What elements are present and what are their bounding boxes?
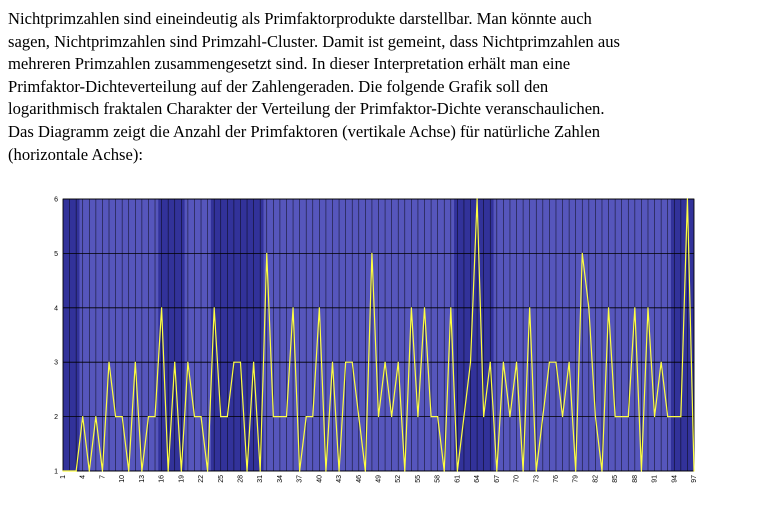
- x-tick-label: 76: [552, 475, 560, 483]
- data-point: [306, 416, 307, 417]
- data-point: [503, 362, 504, 363]
- x-tick-label: 16: [158, 475, 166, 483]
- data-point: [555, 362, 556, 363]
- y-tick-label: 1: [54, 468, 58, 476]
- data-point: [424, 307, 425, 308]
- data-point: [549, 362, 550, 363]
- x-tick-label: 22: [198, 475, 206, 483]
- data-point: [312, 416, 313, 417]
- data-point: [128, 470, 129, 471]
- data-point: [687, 198, 688, 199]
- data-point: [595, 416, 596, 417]
- data-point: [628, 416, 629, 417]
- data-point: [437, 416, 438, 417]
- data-point: [608, 307, 609, 308]
- x-tick-label: 34: [276, 475, 284, 483]
- x-tick-label: 79: [572, 475, 580, 483]
- data-point: [187, 362, 188, 363]
- data-point: [621, 416, 622, 417]
- data-point: [89, 470, 90, 471]
- data-point: [69, 470, 70, 471]
- paragraph-line: logarithmisch fraktalen Charakter der Verteilung der Primfaktor-Dichte veranschaulichen.: [8, 99, 605, 119]
- x-tick-label: 67: [493, 475, 501, 483]
- x-tick-label: 88: [631, 475, 639, 483]
- data-point: [227, 416, 228, 417]
- paragraph-line: sagen, Nichtprimzahlen sind Primzahl-Cluster. Damit ist gemeint, dass Nichtprimzahlen aus: [8, 31, 620, 51]
- data-point: [496, 470, 497, 471]
- data-point: [647, 307, 648, 308]
- x-tick-label: 70: [513, 475, 521, 483]
- paragraph-line: Primfaktor-Dichteverteilung auf der Zahlengeraden. Die folgende Grafik soll den: [8, 76, 549, 96]
- data-point: [115, 416, 116, 417]
- x-tick-label: 64: [474, 475, 482, 483]
- data-point: [266, 253, 267, 254]
- data-point: [220, 416, 221, 417]
- data-point: [214, 307, 215, 308]
- data-point: [319, 307, 320, 308]
- x-tick-label: 40: [316, 475, 324, 483]
- data-point: [667, 416, 668, 417]
- data-point: [384, 362, 385, 363]
- x-tick-label: 58: [434, 475, 442, 483]
- data-point: [292, 307, 293, 308]
- y-tick-label: 2: [54, 414, 58, 422]
- data-point: [207, 470, 208, 471]
- data-point: [338, 470, 339, 471]
- data-point: [332, 362, 333, 363]
- data-point: [634, 307, 635, 308]
- data-point: [509, 416, 510, 417]
- data-point: [562, 416, 563, 417]
- data-point: [161, 307, 162, 308]
- plot-band: [454, 199, 493, 471]
- data-point: [588, 307, 589, 308]
- data-point: [483, 416, 484, 417]
- plot-band: [63, 199, 79, 471]
- data-point: [299, 470, 300, 471]
- y-tick-label: 4: [54, 305, 58, 313]
- data-point: [444, 470, 445, 471]
- data-point: [253, 362, 254, 363]
- data-point: [450, 307, 451, 308]
- x-tick-label: 52: [395, 475, 403, 483]
- x-tick-label: 1: [60, 475, 67, 479]
- data-point: [345, 362, 346, 363]
- data-point: [76, 470, 77, 471]
- x-tick-label: 91: [651, 475, 659, 483]
- x-tick-label: 85: [612, 475, 620, 483]
- plot-band: [211, 199, 264, 471]
- data-point: [411, 307, 412, 308]
- x-tick-label: 10: [119, 475, 127, 483]
- data-point: [279, 416, 280, 417]
- data-point: [233, 362, 234, 363]
- x-tick-label: 61: [454, 475, 462, 483]
- data-point: [148, 416, 149, 417]
- data-point: [457, 470, 458, 471]
- data-point: [693, 470, 694, 471]
- data-point: [102, 470, 103, 471]
- data-point: [240, 362, 241, 363]
- data-point: [516, 362, 517, 363]
- x-tick-label: 82: [592, 475, 600, 483]
- data-point: [135, 362, 136, 363]
- y-tick-label: 6: [54, 196, 58, 204]
- data-point: [404, 470, 405, 471]
- paragraph-line: Nichtprimzahlen sind eineindeutig als Primfaktorprodukte darstellbar. Man könnte auch: [8, 9, 592, 28]
- paragraph-line: mehreren Primzahlen zusammengesetzt sind. In dieser Interpretation erhält man eine: [8, 54, 571, 74]
- data-point: [122, 416, 123, 417]
- x-tick-label: 25: [217, 475, 225, 483]
- paragraph-line: Das Diagramm zeigt die Anzahl der Primfaktoren (vertikale Achse) für natürliche Zahlen: [8, 121, 601, 141]
- y-tick-label: 5: [54, 250, 58, 258]
- x-tick-label: 28: [237, 475, 245, 483]
- data-point: [273, 416, 274, 417]
- data-point: [246, 470, 247, 471]
- data-point: [365, 470, 366, 471]
- data-point: [200, 416, 201, 417]
- data-point: [141, 470, 142, 471]
- paragraph-line: (horizontale Achse):: [8, 144, 144, 164]
- data-point: [641, 470, 642, 471]
- data-point: [569, 362, 570, 363]
- x-tick-label: 49: [375, 475, 383, 483]
- x-tick-label: 94: [671, 475, 679, 483]
- x-tick-label: 46: [355, 475, 363, 483]
- data-point: [430, 416, 431, 417]
- data-point: [523, 470, 524, 471]
- data-point: [417, 416, 418, 417]
- data-point: [674, 416, 675, 417]
- data-point: [371, 253, 372, 254]
- x-tick-label: 43: [336, 475, 344, 483]
- data-point: [398, 362, 399, 363]
- data-point: [108, 362, 109, 363]
- x-tick-label: 31: [257, 475, 265, 483]
- data-point: [181, 470, 182, 471]
- data-point: [194, 416, 195, 417]
- data-point: [542, 416, 543, 417]
- data-point: [174, 362, 175, 363]
- x-tick-label: 37: [296, 475, 304, 483]
- x-tick-label: 97: [691, 475, 698, 483]
- data-point: [529, 307, 530, 308]
- data-point: [490, 362, 491, 363]
- data-point: [680, 416, 681, 417]
- x-tick-label: 7: [99, 475, 107, 479]
- data-point: [391, 416, 392, 417]
- data-point: [615, 416, 616, 417]
- data-point: [325, 470, 326, 471]
- data-point: [82, 416, 83, 417]
- data-point: [654, 416, 655, 417]
- data-point: [358, 416, 359, 417]
- data-point: [62, 470, 63, 471]
- data-point: [378, 416, 379, 417]
- data-point: [601, 470, 602, 471]
- data-point: [260, 470, 261, 471]
- data-point: [582, 253, 583, 254]
- data-point: [463, 416, 464, 417]
- x-tick-label: 19: [178, 475, 186, 483]
- x-tick-label: 55: [414, 475, 422, 483]
- x-tick-label: 13: [138, 475, 146, 483]
- data-point: [575, 470, 576, 471]
- data-point: [352, 362, 353, 363]
- data-point: [536, 470, 537, 471]
- data-point: [168, 470, 169, 471]
- data-point: [154, 416, 155, 417]
- data-point: [661, 362, 662, 363]
- x-tick-label: 73: [533, 475, 541, 483]
- data-point: [470, 362, 471, 363]
- data-point: [286, 416, 287, 417]
- x-tick-label: 4: [79, 475, 87, 479]
- data-point: [476, 198, 477, 199]
- y-tick-label: 3: [54, 359, 58, 367]
- data-point: [95, 416, 96, 417]
